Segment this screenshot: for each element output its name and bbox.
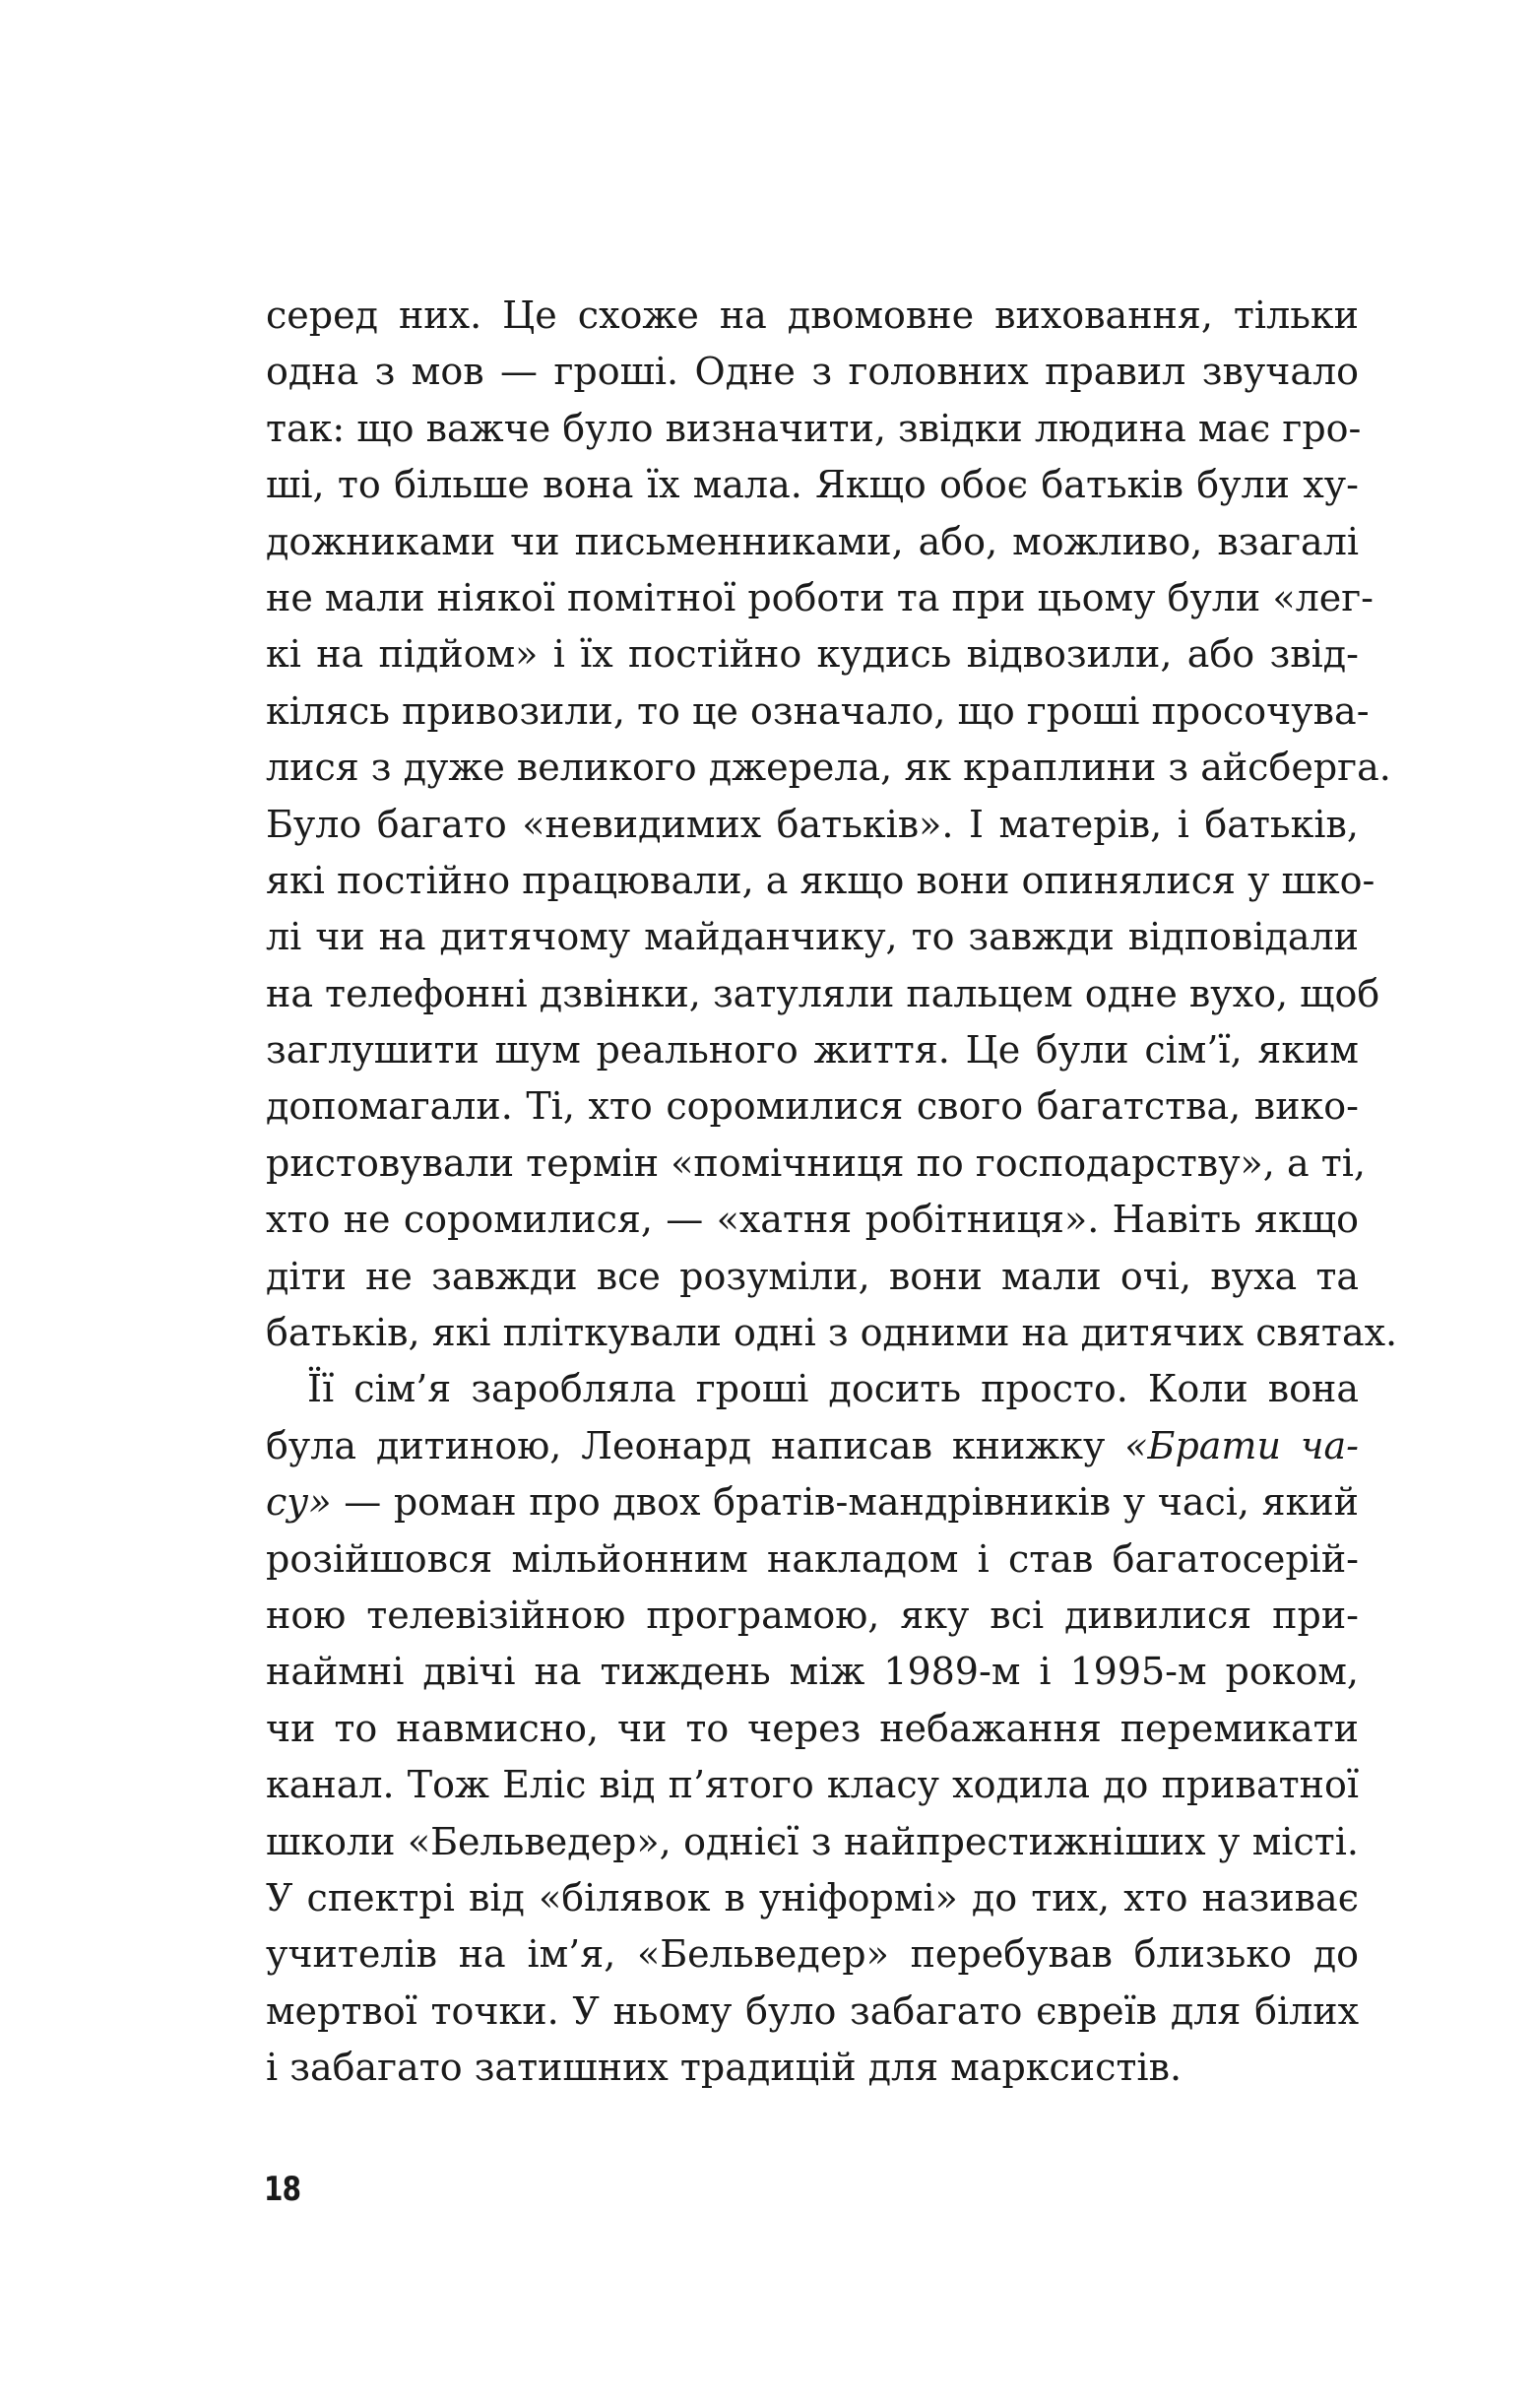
text-line	[266, 626, 1359, 683]
text-line	[266, 1814, 1359, 1870]
text-line	[266, 1531, 1359, 1588]
text-line	[266, 2040, 1359, 2096]
text-line	[266, 1757, 1359, 1813]
text-segment: одна з мов — гроші. Одне з головних правил звучало	[266, 350, 1359, 394]
text-line	[266, 1305, 1398, 1361]
text-line	[266, 1644, 1359, 1700]
text-line	[266, 1588, 1359, 1644]
text-line	[266, 457, 1359, 513]
text-segment: учителів на ім’я, «Бельведер» перебував близько до	[266, 1932, 1359, 1977]
body-text	[266, 288, 1398, 2097]
text-line	[266, 740, 1391, 796]
text-segment: школи «Бельведер», однієї з найпрестижніших у місті.	[266, 1819, 1359, 1863]
text-line	[266, 797, 1359, 853]
italic-title-segment: «Брати ча-	[1124, 1423, 1359, 1467]
text-segment: канал. Тож Еліс від п’ятого класу ходила до приватної	[266, 1763, 1359, 1807]
text-line	[266, 344, 1359, 400]
page-number: 18	[264, 2170, 301, 2209]
text-line	[266, 1474, 1359, 1530]
text-segment: була дитиною, Леонард написав книжку	[266, 1423, 1125, 1467]
text-segment: ристовували термін «помічниця по господарству», а ті,	[266, 1140, 1366, 1185]
paragraph	[266, 288, 1398, 1361]
text-segment: ші, то більше вона їх мала. Якщо обоє батьків були ху-	[266, 463, 1359, 507]
text-segment: У спектрі від «білявок в уніформі» до тих, хто називає	[266, 1875, 1359, 1920]
text-segment: хто не соромилися, — «хатня робітниця». Навіть якщо	[266, 1198, 1359, 1242]
text-line	[266, 1078, 1359, 1135]
text-segment: і забагато затишних традицій для марксистів.	[266, 2046, 1183, 2090]
text-segment: які постійно працювали, а якщо вони опинялися у шко-	[266, 858, 1375, 902]
text-line	[266, 1361, 1359, 1417]
text-line	[266, 1870, 1359, 1926]
text-line	[266, 683, 1370, 740]
text-segment: кілясь привозили, то це означало, що гроші просочува-	[266, 688, 1370, 733]
text-line	[266, 1192, 1359, 1248]
text-segment: мертвої точки. У ньому було забагато євреїв для білих	[266, 1988, 1359, 2033]
text-segment: так: що важче було визначити, звідки людина має гро-	[266, 406, 1362, 450]
text-segment: на телефонні дзвінки, затуляли пальцем одне вухо, щоб	[266, 971, 1380, 1015]
text-segment: розійшовся мільйонним накладом і став багатосерій-	[266, 1536, 1359, 1581]
text-line	[266, 1984, 1359, 2040]
paragraph	[266, 1361, 1359, 2096]
text-line	[266, 1249, 1359, 1305]
text-segment: дожниками чи письменниками, або, можливо, взагалі	[266, 519, 1359, 563]
text-segment: кі на підйом» і їх постійно кудись відвозили, або звід-	[266, 632, 1359, 677]
text-segment: лі чи на дитячому майданчику, то завжди відповідали	[266, 915, 1359, 959]
text-segment: батьків, які пліткували одні з одними на дитячих святах.	[266, 1311, 1398, 1355]
text-segment: допомагали. Ті, хто соромилися свого багатства, вико-	[266, 1084, 1359, 1129]
text-segment: Було багато «невидимих батьків». І матерів, і батьків,	[266, 802, 1359, 846]
text-line	[266, 401, 1362, 457]
text-segment: наймні двічі на тиждень між 1989-м і 1995-м роком,	[266, 1650, 1359, 1694]
text-segment: ною телевізійною програмою, яку всі дивилися при-	[266, 1593, 1359, 1637]
text-line	[266, 288, 1359, 344]
text-line	[266, 1022, 1359, 1078]
text-segment: — роман про двох братів-мандрівників у часі, який	[331, 1480, 1359, 1525]
text-segment: заглушити шум реального життя. Це були сім’ї, яким	[266, 1028, 1359, 1073]
text-line	[266, 1418, 1359, 1474]
text-segment: чи то навмисно, чи то через небажання перемикати	[266, 1706, 1359, 1750]
text-line	[266, 514, 1359, 570]
text-line	[266, 966, 1380, 1022]
text-segment: діти не завжди все розуміли, вони мали очі, вуха та	[266, 1254, 1359, 1298]
text-segment: Її сім’я заробляла гроші досить просто. Коли вона	[307, 1367, 1359, 1411]
text-line	[266, 853, 1375, 909]
text-line	[266, 909, 1359, 965]
text-segment: серед них. Це схоже на двомовне виховання, тільки	[266, 293, 1359, 337]
text-line	[266, 1136, 1366, 1192]
text-segment: не мали ніякої помітної роботи та при цьому були «лег-	[266, 575, 1374, 619]
text-line	[266, 570, 1374, 626]
text-line	[266, 1926, 1359, 1983]
text-segment: лися з дуже великого джерела, як краплини з айсберга.	[266, 746, 1391, 790]
text-line	[266, 1701, 1359, 1757]
italic-title-segment: су»	[266, 1480, 332, 1525]
